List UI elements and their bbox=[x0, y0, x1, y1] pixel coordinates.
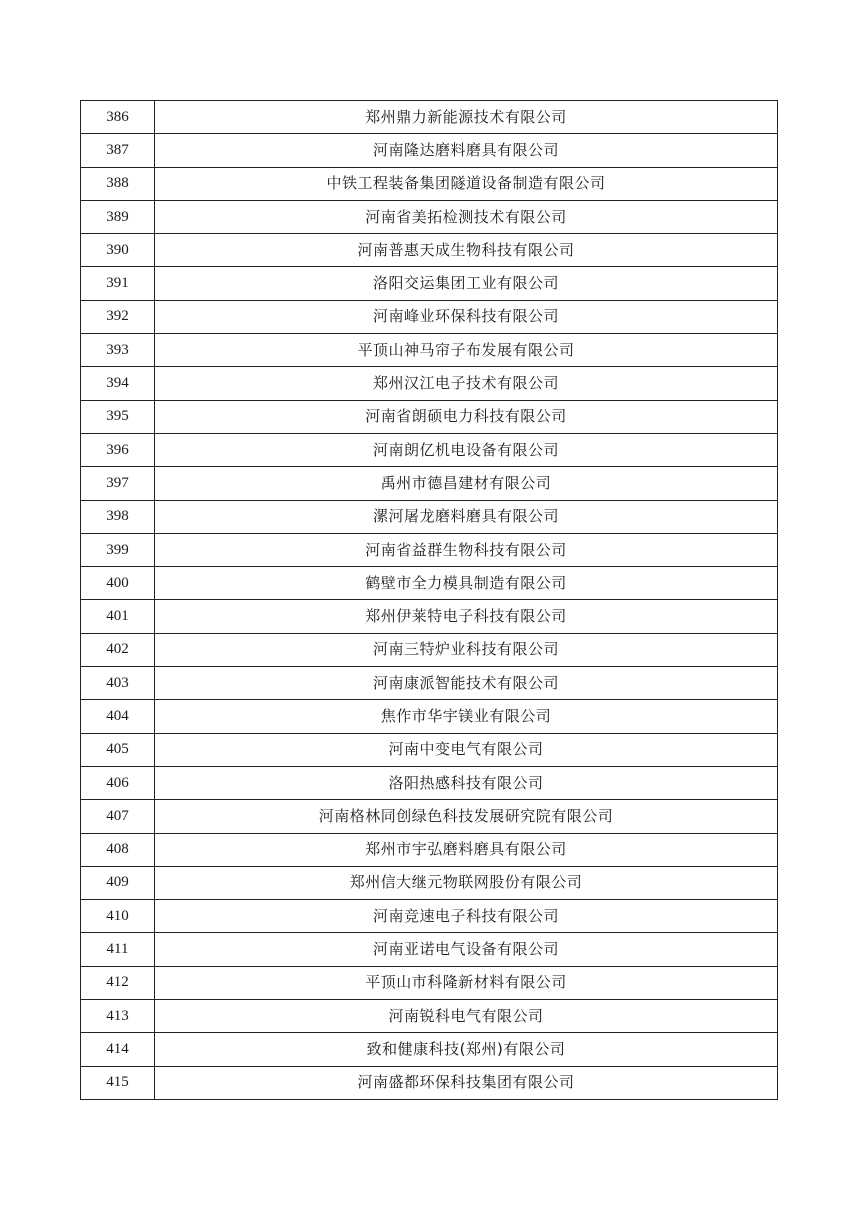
company-name-cell: 洛阳交运集团工业有限公司 bbox=[155, 267, 778, 300]
table-row bbox=[81, 533, 778, 566]
company-name-cell: 平顶山神马帘子布发展有限公司 bbox=[155, 334, 778, 367]
company-name-cell: 鹤壁市全力模具制造有限公司 bbox=[155, 567, 778, 600]
table-row bbox=[81, 300, 778, 333]
row-number-cell: 400 bbox=[81, 567, 155, 600]
table-row bbox=[81, 367, 778, 400]
row-number-cell: 412 bbox=[81, 966, 155, 999]
row-number-cell: 401 bbox=[81, 600, 155, 633]
row-number-cell: 405 bbox=[81, 733, 155, 766]
row-number-cell: 388 bbox=[81, 167, 155, 200]
row-number-cell: 395 bbox=[81, 400, 155, 433]
row-number-cell: 409 bbox=[81, 866, 155, 899]
company-name-cell: 河南竞速电子科技有限公司 bbox=[155, 900, 778, 933]
company-name-cell: 河南省益群生物科技有限公司 bbox=[155, 533, 778, 566]
table-row bbox=[81, 733, 778, 766]
row-number-cell: 406 bbox=[81, 766, 155, 799]
table-row bbox=[81, 433, 778, 466]
table-body bbox=[81, 101, 778, 1100]
table-row bbox=[81, 1000, 778, 1033]
company-name-cell: 河南格林同创绿色科技发展研究院有限公司 bbox=[155, 800, 778, 833]
table-row bbox=[81, 633, 778, 666]
row-number-cell: 404 bbox=[81, 700, 155, 733]
row-number-cell: 387 bbox=[81, 134, 155, 167]
table-row bbox=[81, 800, 778, 833]
row-number-cell: 414 bbox=[81, 1033, 155, 1066]
row-number-cell: 390 bbox=[81, 234, 155, 267]
table-row bbox=[81, 600, 778, 633]
company-name-cell: 中铁工程装备集团隧道设备制造有限公司 bbox=[155, 167, 778, 200]
row-number-cell: 410 bbox=[81, 900, 155, 933]
company-name-cell: 河南朗亿机电设备有限公司 bbox=[155, 433, 778, 466]
table-row bbox=[81, 567, 778, 600]
table-row bbox=[81, 900, 778, 933]
company-name-cell: 郑州信大继元物联网股份有限公司 bbox=[155, 866, 778, 899]
table-row bbox=[81, 1033, 778, 1066]
table-row bbox=[81, 966, 778, 999]
company-name-cell: 河南盛都环保科技集团有限公司 bbox=[155, 1066, 778, 1099]
company-name-cell: 焦作市华宇镁业有限公司 bbox=[155, 700, 778, 733]
row-number-cell: 399 bbox=[81, 533, 155, 566]
table-row bbox=[81, 467, 778, 500]
company-name-cell: 河南省朗硕电力科技有限公司 bbox=[155, 400, 778, 433]
company-name-cell: 河南康派智能技术有限公司 bbox=[155, 667, 778, 700]
table-row bbox=[81, 134, 778, 167]
company-name-cell: 平顶山市科隆新材料有限公司 bbox=[155, 966, 778, 999]
row-number-cell: 391 bbox=[81, 267, 155, 300]
company-name-cell: 河南隆达磨料磨具有限公司 bbox=[155, 134, 778, 167]
row-number-cell: 386 bbox=[81, 101, 155, 134]
company-name-cell: 河南中变电气有限公司 bbox=[155, 733, 778, 766]
company-list-table bbox=[80, 100, 778, 1100]
row-number-cell: 411 bbox=[81, 933, 155, 966]
company-name-cell: 郑州伊莱特电子科技有限公司 bbox=[155, 600, 778, 633]
row-number-cell: 397 bbox=[81, 467, 155, 500]
table-row bbox=[81, 267, 778, 300]
row-number-cell: 413 bbox=[81, 1000, 155, 1033]
row-number-cell: 394 bbox=[81, 367, 155, 400]
company-name-cell: 郑州鼎力新能源技术有限公司 bbox=[155, 101, 778, 134]
row-number-cell: 392 bbox=[81, 300, 155, 333]
table-row bbox=[81, 833, 778, 866]
company-name-cell: 致和健康科技(郑州)有限公司 bbox=[155, 1033, 778, 1066]
table-row bbox=[81, 700, 778, 733]
row-number-cell: 415 bbox=[81, 1066, 155, 1099]
table-row bbox=[81, 667, 778, 700]
table-row bbox=[81, 400, 778, 433]
company-name-cell: 河南省美拓检测技术有限公司 bbox=[155, 200, 778, 233]
table-row bbox=[81, 866, 778, 899]
company-name-cell: 郑州汉江电子技术有限公司 bbox=[155, 367, 778, 400]
company-name-cell: 禹州市德昌建材有限公司 bbox=[155, 467, 778, 500]
table-row bbox=[81, 101, 778, 134]
row-number-cell: 393 bbox=[81, 334, 155, 367]
table-row bbox=[81, 167, 778, 200]
row-number-cell: 408 bbox=[81, 833, 155, 866]
row-number-cell: 402 bbox=[81, 633, 155, 666]
company-name-cell: 河南亚诺电气设备有限公司 bbox=[155, 933, 778, 966]
company-name-cell: 河南锐科电气有限公司 bbox=[155, 1000, 778, 1033]
row-number-cell: 398 bbox=[81, 500, 155, 533]
table-row bbox=[81, 234, 778, 267]
company-name-cell: 河南峰业环保科技有限公司 bbox=[155, 300, 778, 333]
table-row bbox=[81, 500, 778, 533]
row-number-cell: 389 bbox=[81, 200, 155, 233]
row-number-cell: 403 bbox=[81, 667, 155, 700]
table-row bbox=[81, 766, 778, 799]
row-number-cell: 396 bbox=[81, 433, 155, 466]
table-row bbox=[81, 1066, 778, 1099]
table-row bbox=[81, 933, 778, 966]
table-row bbox=[81, 200, 778, 233]
row-number-cell: 407 bbox=[81, 800, 155, 833]
company-name-cell: 河南三特炉业科技有限公司 bbox=[155, 633, 778, 666]
company-name-cell: 漯河屠龙磨料磨具有限公司 bbox=[155, 500, 778, 533]
company-name-cell: 河南普惠天成生物科技有限公司 bbox=[155, 234, 778, 267]
company-name-cell: 郑州市宇弘磨料磨具有限公司 bbox=[155, 833, 778, 866]
table-row bbox=[81, 334, 778, 367]
company-name-cell: 洛阳热感科技有限公司 bbox=[155, 766, 778, 799]
